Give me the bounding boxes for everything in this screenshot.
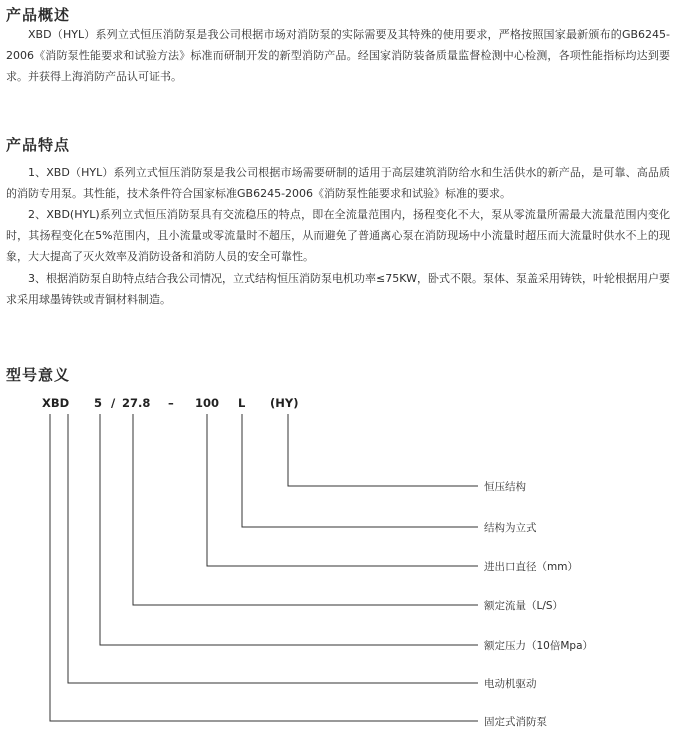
connector-diameter <box>207 414 478 566</box>
code-pressure: 5 <box>94 396 103 410</box>
overview-heading: 产品概述 <box>6 6 71 24</box>
connector-hy <box>288 414 478 486</box>
code-flow: 27.8 <box>122 396 151 410</box>
connector-drive <box>68 414 478 683</box>
feature-item-3: 3、根据消防泵自助特点结合我公司情况，立式结构恒压消防泵电机功率≤75KW，卧式不限。泵体、泵盖采用铸铁，叶轮根据用户要求采用球墨铸铁或青铜材料制造。 <box>6 272 670 306</box>
desc-hy: 恒压结构 <box>484 481 526 493</box>
code-diameter: 100 <box>195 396 220 410</box>
connector-flow <box>133 414 478 605</box>
code-hy: (HY) <box>270 396 299 410</box>
overview-text: XBD（HYL）系列立式恒压消防泵是我公司根据市场对消防泵的实际需要及其特殊的使用要求，严格按照国家最新颁布的GB6245-2006《消防泵性能要求和试验方法》标准而研制开发的新型消防产品。经国家消防装备质量监督检测中心检测，各项性能指标均达到要求。并获得上海消防产品认可证书。 <box>6 28 670 83</box>
desc-diameter: 进出口直径（mm） <box>484 561 578 573</box>
connector-pressure <box>100 414 478 645</box>
model-heading: 型号意义 <box>6 366 71 384</box>
connector-fixed <box>50 414 478 721</box>
code-slash: / <box>111 396 116 410</box>
desc-drive: 电动机驱动 <box>484 678 537 690</box>
desc-structure: 结构为立式 <box>484 522 537 534</box>
feature-item-2: 2、XBD(HYL)系列立式恒压消防泵具有交流稳压的特点，即在全流量范围内，扬程变化不大，泵从零流量所需最大流量范围内变化时，其扬程变化在5%范围内，且小流量或零流量时不超压，从而避免了普通离心泵在消防现场中小流量时超压而大流量时供水不上的现象，大大提高了灭火效率及消防设备和消防人员的安全可靠性。 <box>6 208 670 263</box>
feature-item-1: 1、XBD（HYL）系列立式恒压消防泵是我公司根据市场需要研制的适用于高层建筑消防给水和生活供水的新产品，是可靠、高品质的消防专用泵。其性能，技术条件符合国家标准GB6245-2006《消防泵性能要求和试验》标准的要求。 <box>6 166 670 200</box>
code-xbd: XBD <box>42 396 70 410</box>
desc-pressure: 额定压力（10倍Mpa） <box>484 640 594 652</box>
code-dash: – <box>168 396 174 410</box>
code-structure: L <box>238 396 246 410</box>
desc-flow: 额定流量（L/S） <box>484 600 564 612</box>
connector-structure <box>242 414 478 527</box>
desc-fixed: 固定式消防泵 <box>484 716 547 728</box>
features-heading: 产品特点 <box>6 136 71 154</box>
